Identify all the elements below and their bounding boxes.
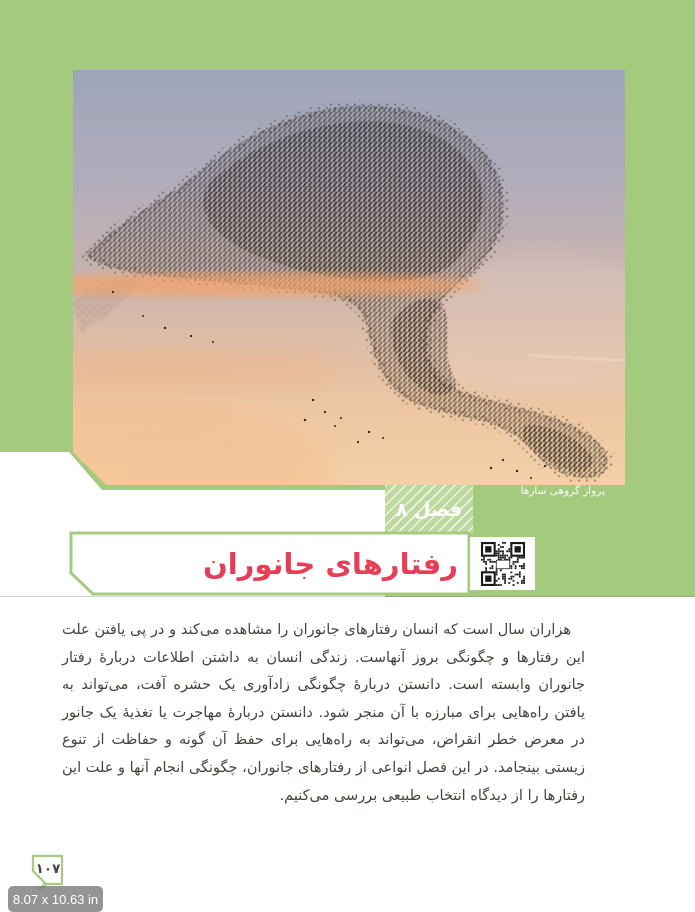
- intro-paragraph: هزاران سال است که انسان رفتارهای جانوران را مشاهده می‌کند و در پی یافتن علت این رفتارها و چگونگی بروز آنهاست. زندگی انسان به داشتن اطلاعات دربارهٔ رفتار جانوران وابسته است. دانستن دربارهٔ چگونگی زادآوری یک حشره آفت، می‌تواند به یافتن راه‌هایی برای مبارزه با آن منجر شود. دانستن دربارهٔ مهاجرت یا تغذیهٔ یک جانور در معرض خطر انقراض، می‌تواند به راه‌هایی برای حفظ آن گونه و حفاظت از تنوع زیستی بینجامد. در این فصل انواعی از رفتارهای جانوران، چگونگی انجام آنها و علت این رفتارها را از دیدگاه انتخاب طبیعی بررسی می‌کنیم.: [62, 622, 585, 804]
- chapter-badge-label: فصل ۸: [395, 498, 463, 521]
- page-size-indicator: [8, 886, 103, 912]
- qr-code-icon: [479, 541, 527, 587]
- starling-flock-illustration: [73, 70, 625, 485]
- murmuration-photo: [73, 70, 625, 485]
- chapter-badge: [385, 485, 473, 534]
- page-size-text: 8.07 x 10.63 in: [12, 891, 99, 907]
- qr-box: [470, 537, 535, 590]
- page-number: ۱۰۷: [35, 860, 61, 877]
- chapter-title: رفتارهای جانوران: [202, 547, 458, 581]
- photo-caption: پرواز گروهی سارها: [520, 485, 605, 497]
